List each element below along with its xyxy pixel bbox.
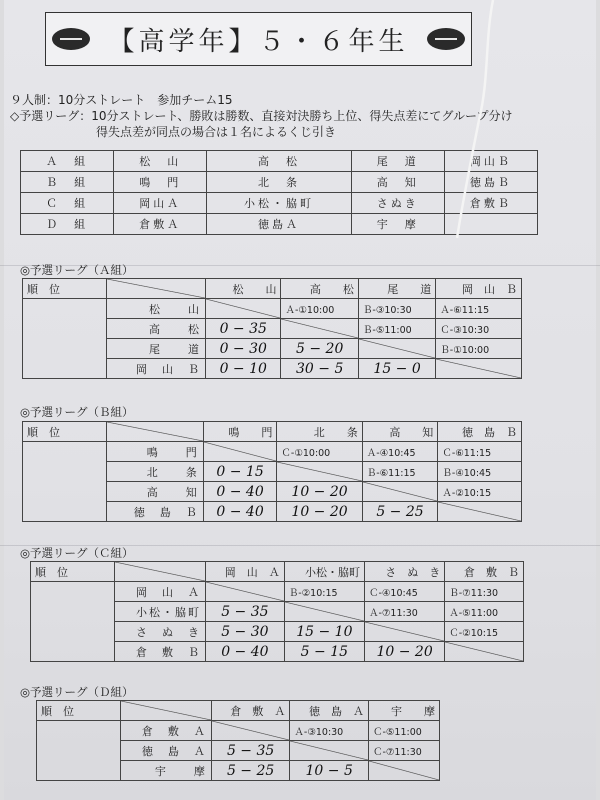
column-header: 倉 敷 Ｂ [445, 562, 524, 582]
league-title: ◎予選リーグ（Ｃ組） [20, 546, 134, 560]
score-cell: 5 − 15 [284, 642, 364, 662]
self-cell [211, 721, 290, 741]
table-row [37, 701, 440, 721]
schedule-cell: Ａ-⑤11:00 [445, 602, 524, 622]
rules-line: ◇予選リーグ：10分ストレート、勝敗は勝数、直接対決勝ち上位、得失点差にてグループ分け [10, 109, 513, 123]
self-cell [284, 602, 364, 622]
team-cell: 尾 道 [351, 151, 444, 172]
rules-text [10, 92, 512, 140]
score-cell: 0 − 10 [206, 359, 281, 379]
corner-cell [121, 701, 212, 721]
score-cell: 10 − 20 [364, 642, 444, 662]
schedule-cell: Ｃ-③10:30 [436, 319, 522, 339]
league-table-d [36, 700, 440, 781]
self-cell [281, 319, 358, 339]
corner-cell [115, 562, 206, 582]
schedule-cell: Ａ-④10:45 [362, 442, 438, 462]
table-row [21, 193, 538, 214]
corner-cell [107, 279, 206, 299]
group-label: Ｃ 組 [21, 193, 114, 214]
team-cell: 岡山Ａ [114, 193, 207, 214]
row-team: 小松・脇町 [115, 602, 206, 622]
team-cell: 小松・脇町 [207, 193, 351, 214]
rank-cell [31, 582, 115, 662]
rank-header: 順 位 [23, 279, 107, 299]
self-cell [290, 741, 369, 761]
column-header: 高 松 [281, 279, 358, 299]
team-cell: 鳴 門 [114, 172, 207, 193]
score-cell: 30 − 5 [281, 359, 358, 379]
team-cell: 徳島Ｂ [444, 172, 537, 193]
self-cell [438, 502, 522, 522]
table-row [31, 582, 524, 602]
column-header: 北 条 [277, 422, 362, 442]
schedule-cell: Ｃ-②10:15 [445, 622, 524, 642]
score-cell: 5 − 30 [206, 622, 285, 642]
table-row [23, 442, 522, 462]
schedule-cell: Ａ-③10:30 [290, 721, 369, 741]
football-icon [427, 28, 465, 50]
row-team: 徳 島 Ａ [121, 741, 212, 761]
rules-line: 得失点差が同点の場合は１名によるくじ引き [96, 125, 337, 139]
column-header: 高 知 [362, 422, 438, 442]
score-cell: 5 − 35 [206, 602, 285, 622]
team-cell: 松 山 [114, 151, 207, 172]
score-cell: 5 − 25 [211, 761, 290, 781]
schedule-cell: Ｃ-⑥11:15 [438, 442, 522, 462]
rank-header: 順 位 [31, 562, 115, 582]
schedule-cell: Ｃ-⑦11:30 [368, 741, 439, 761]
self-cell [358, 339, 435, 359]
self-cell [277, 462, 362, 482]
league-table-a [22, 278, 522, 379]
team-cell: 徳島Ａ [207, 214, 351, 235]
column-header: 尾 道 [358, 279, 435, 299]
column-header: 徳 島 Ｂ [438, 422, 522, 442]
column-header: 倉 敷 Ａ [211, 701, 290, 721]
row-team: 岡 山 Ｂ [107, 359, 206, 379]
column-header: 鳴 門 [203, 422, 277, 442]
league-title: ◎予選リーグ（Ｄ組） [20, 685, 134, 699]
score-cell: 0 − 15 [203, 462, 277, 482]
score-cell: 5 − 35 [211, 741, 290, 761]
self-cell [362, 482, 438, 502]
team-cell: 宇 摩 [351, 214, 444, 235]
table-row [21, 151, 538, 172]
self-cell [436, 359, 522, 379]
league-table-b [22, 421, 522, 522]
table-row [21, 172, 538, 193]
column-header: 小松・脇町 [284, 562, 364, 582]
rank-cell [23, 442, 107, 522]
table-row [37, 721, 440, 741]
football-icon [52, 28, 90, 50]
team-cell: さぬき [351, 193, 444, 214]
schedule-cell: Ｂ-⑤11:00 [358, 319, 435, 339]
score-cell: 10 − 20 [277, 482, 362, 502]
schedule-cell: Ｂ-②10:15 [284, 582, 364, 602]
table-row [23, 279, 522, 299]
rules-line: ９人制：10分ストレート 参加チーム15 [10, 93, 233, 107]
team-cell: 高 知 [351, 172, 444, 193]
self-cell [206, 582, 285, 602]
self-cell [203, 442, 277, 462]
row-team: 徳 島 Ｂ [107, 502, 204, 522]
row-team: 高 知 [107, 482, 204, 502]
score-cell: 15 − 10 [284, 622, 364, 642]
row-team: 尾 道 [107, 339, 206, 359]
score-cell: 0 − 35 [206, 319, 281, 339]
column-header: 宇 摩 [368, 701, 439, 721]
league-title: ◎予選リーグ（Ａ組） [20, 263, 134, 277]
league-table-c [30, 561, 524, 662]
page-title-box [45, 12, 472, 66]
group-assignment-table [20, 150, 538, 235]
column-header: 徳 島 Ａ [290, 701, 369, 721]
column-header: 岡 山 Ａ [206, 562, 285, 582]
table-row [23, 422, 522, 442]
column-header: 岡 山 Ｂ [436, 279, 522, 299]
self-cell [445, 642, 524, 662]
schedule-cell: Ｃ-④10:45 [364, 582, 444, 602]
rank-header: 順 位 [37, 701, 121, 721]
row-team: 鳴 門 [107, 442, 204, 462]
team-cell: 岡山Ｂ [444, 151, 537, 172]
group-label: Ｂ 組 [21, 172, 114, 193]
team-cell: 北 条 [207, 172, 351, 193]
table-row [23, 299, 522, 319]
group-label: Ｄ 組 [21, 214, 114, 235]
row-team: 松 山 [107, 299, 206, 319]
column-header: 松 山 [206, 279, 281, 299]
score-cell: 0 − 30 [206, 339, 281, 359]
schedule-cell: Ｂ-④10:45 [438, 462, 522, 482]
schedule-cell: Ａ-②10:15 [438, 482, 522, 502]
table-row [21, 214, 538, 235]
table-row [31, 562, 524, 582]
rank-header: 順 位 [23, 422, 107, 442]
team-cell: 高 松 [207, 151, 351, 172]
score-cell: 5 − 20 [281, 339, 358, 359]
row-team: 倉 敷 Ａ [121, 721, 212, 741]
schedule-cell: Ｃ-①10:00 [277, 442, 362, 462]
row-team: 高 松 [107, 319, 206, 339]
rank-cell [23, 299, 107, 379]
group-label: Ａ 組 [21, 151, 114, 172]
score-cell: 0 − 40 [203, 482, 277, 502]
league-title: ◎予選リーグ（Ｂ組） [20, 405, 134, 419]
schedule-cell: Ｂ-⑦11:30 [445, 582, 524, 602]
schedule-cell: Ａ-⑦11:30 [364, 602, 444, 622]
self-cell [364, 622, 444, 642]
team-cell: 倉敷Ｂ [444, 193, 537, 214]
schedule-cell: Ｃ-⑤11:00 [368, 721, 439, 741]
score-cell: 0 − 40 [206, 642, 285, 662]
column-header: さ ぬ き [364, 562, 444, 582]
corner-cell [107, 422, 204, 442]
score-cell: 15 − 0 [358, 359, 435, 379]
row-team: さ ぬ き [115, 622, 206, 642]
score-cell: 10 − 20 [277, 502, 362, 522]
schedule-cell: Ａ-①10:00 [281, 299, 358, 319]
row-team: 倉 敷 Ｂ [115, 642, 206, 662]
row-team: 北 条 [107, 462, 204, 482]
page-title: 【高学年】５・６年生 [108, 26, 409, 57]
schedule-cell: Ｂ-③10:30 [358, 299, 435, 319]
schedule-cell: Ｂ-①10:00 [436, 339, 522, 359]
self-cell [368, 761, 439, 781]
team-cell: 倉敷Ａ [114, 214, 207, 235]
team-cell [444, 214, 537, 235]
schedule-cell: Ｂ-⑥11:15 [362, 462, 438, 482]
self-cell [206, 299, 281, 319]
row-team: 岡 山 Ａ [115, 582, 206, 602]
score-cell: 10 − 5 [290, 761, 369, 781]
row-team: 宇 摩 [121, 761, 212, 781]
rank-cell [37, 721, 121, 781]
score-cell: 5 − 25 [362, 502, 438, 522]
score-cell: 0 − 40 [203, 502, 277, 522]
schedule-cell: Ａ-⑥11:15 [436, 299, 522, 319]
